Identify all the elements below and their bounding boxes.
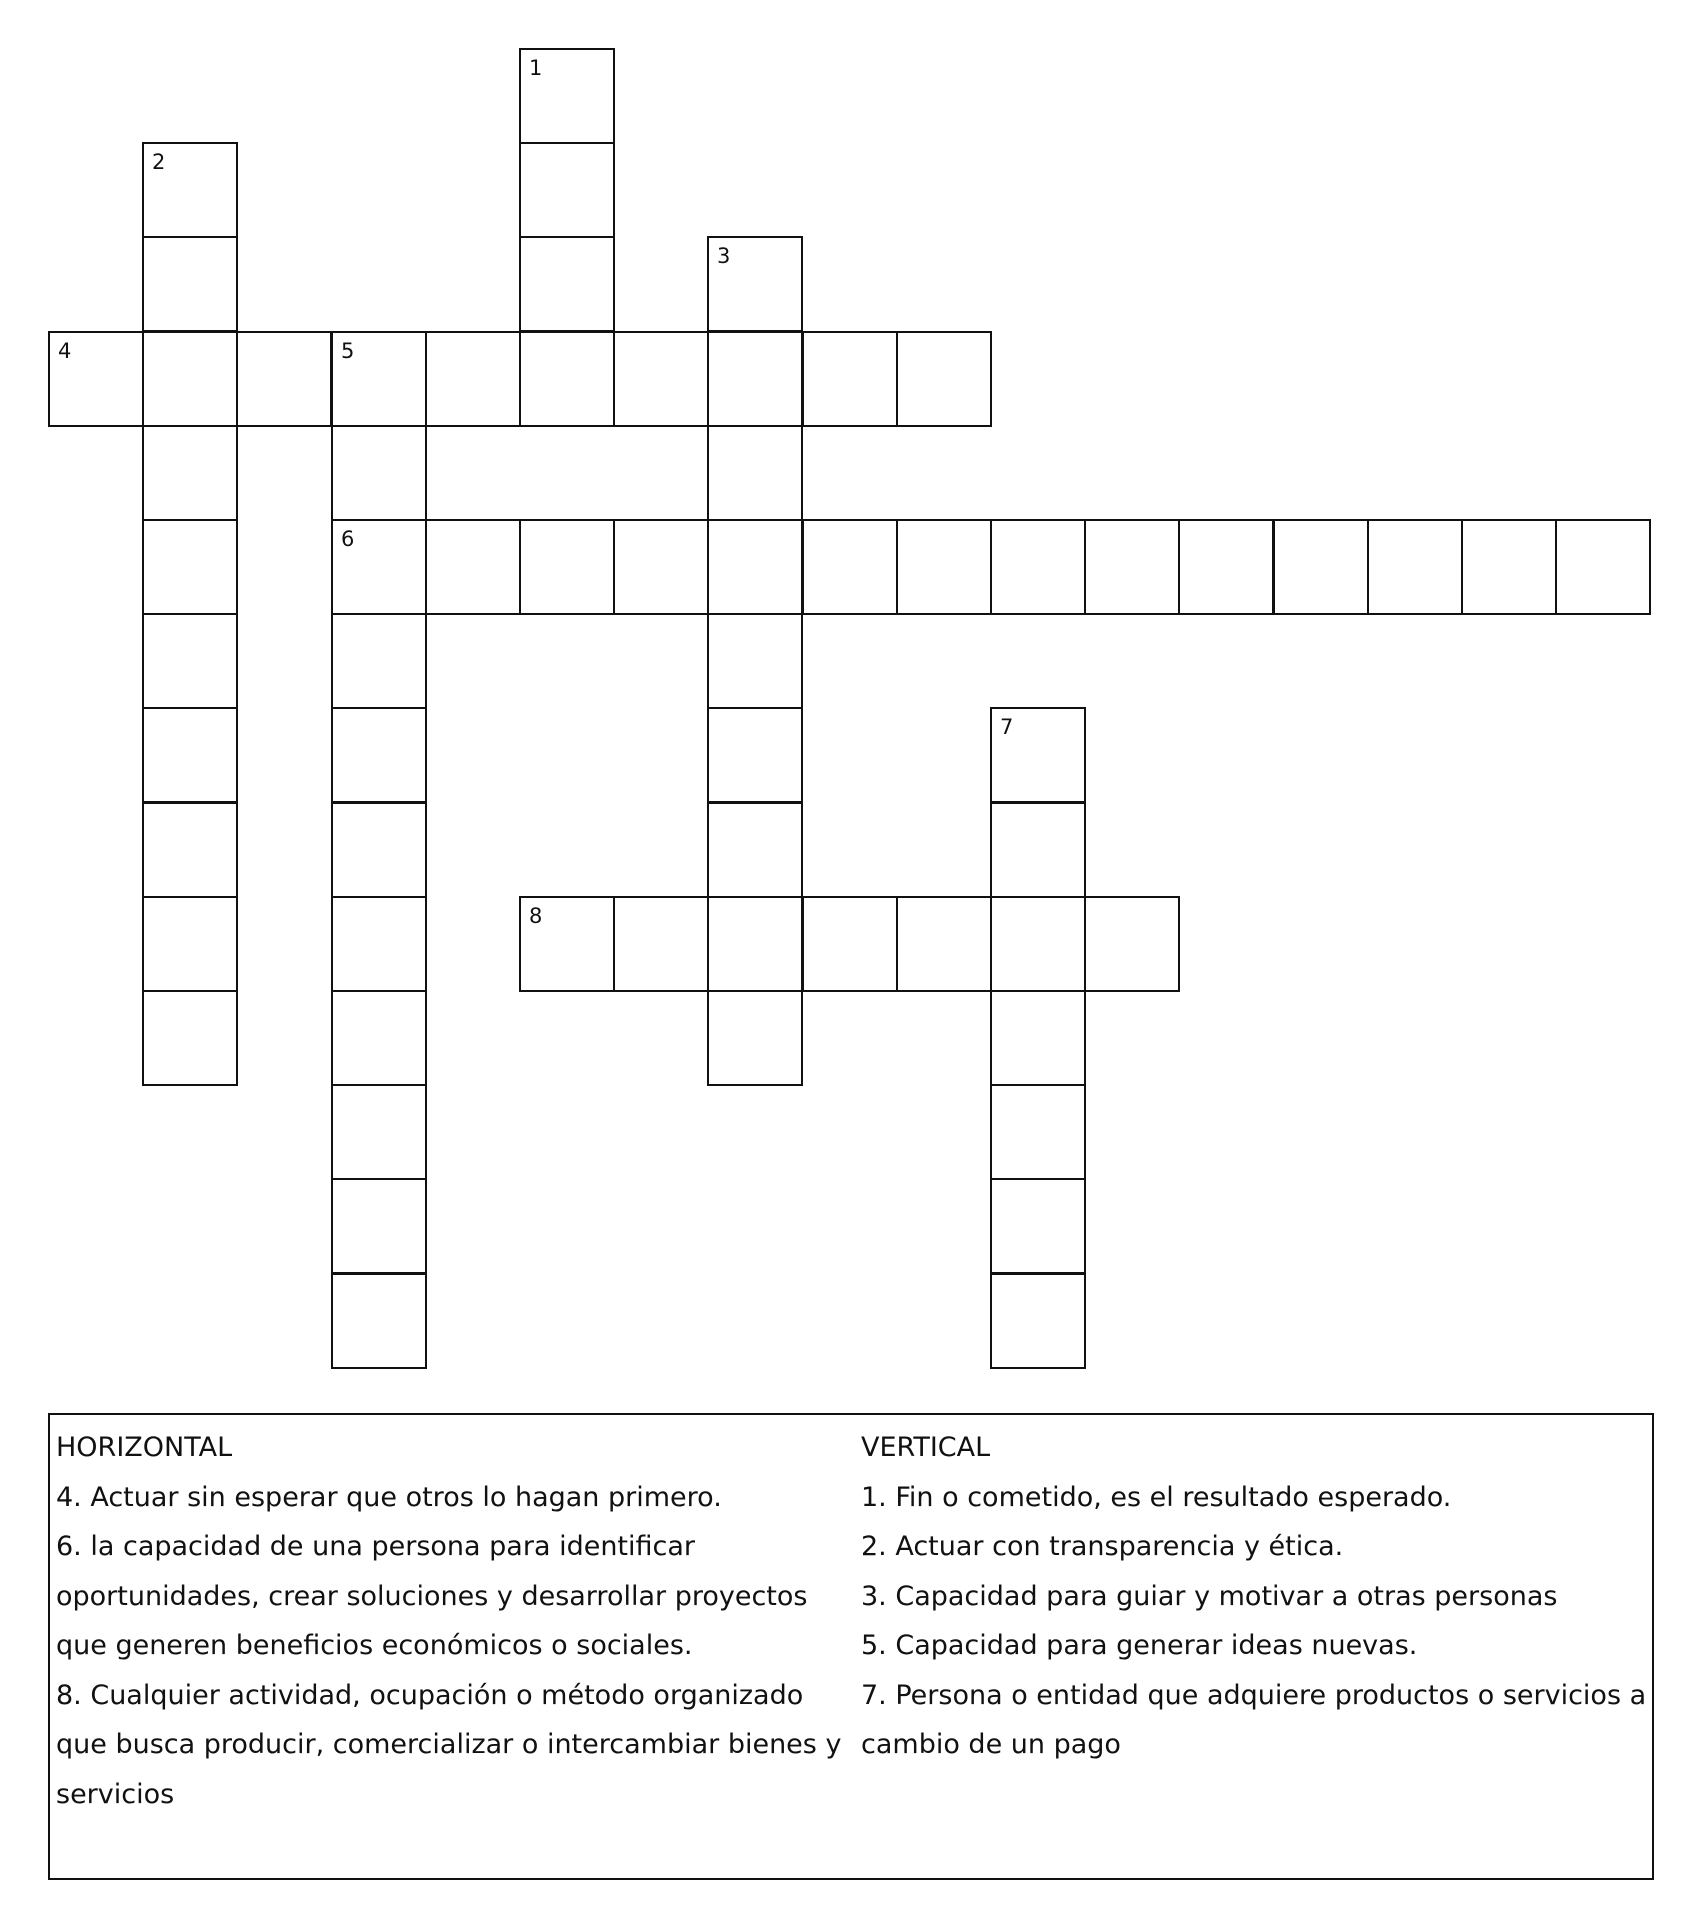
crossword-cell[interactable] (802, 519, 898, 615)
crossword-cell[interactable] (142, 425, 238, 521)
crossword-cell[interactable] (990, 990, 1086, 1086)
crossword-cell[interactable] (707, 519, 803, 615)
crossword-cell[interactable] (707, 425, 803, 521)
crossword-cell[interactable] (613, 519, 709, 615)
crossword-cell[interactable] (1178, 519, 1274, 615)
crossword-cell[interactable] (990, 802, 1086, 898)
crossword-cell[interactable] (707, 236, 803, 332)
crossword-cell[interactable] (519, 48, 615, 144)
crossword-cell[interactable] (331, 990, 427, 1086)
crossword-cell[interactable] (519, 896, 615, 992)
crossword-cell[interactable] (331, 802, 427, 898)
crossword-cell[interactable] (707, 990, 803, 1086)
crossword-cell[interactable] (519, 331, 615, 427)
clue-text-line: cambio de un pago (861, 1729, 1121, 1760)
crossword-cell[interactable] (142, 990, 238, 1086)
clue-text-line: 7. Persona o entidad que adquiere productos o servicios a (861, 1679, 1647, 1711)
clue-text-line: 8. Cualquier actividad, ocupación o método organizado (56, 1679, 804, 1711)
horizontal-clues-title: HORIZONTAL (56, 1432, 233, 1463)
crossword-cell[interactable] (331, 613, 427, 709)
crossword-cell[interactable] (142, 519, 238, 615)
crossword-cell[interactable] (331, 425, 427, 521)
crossword-cell[interactable] (519, 519, 615, 615)
crossword-cell[interactable] (802, 331, 898, 427)
crossword-cell[interactable] (990, 519, 1086, 615)
crossword-cell[interactable] (331, 331, 427, 427)
crossword-cell[interactable] (896, 331, 992, 427)
crossword-cell[interactable] (990, 1084, 1086, 1180)
crossword-cell[interactable] (142, 707, 238, 803)
crossword-cell[interactable] (236, 331, 332, 427)
clue-number: 6 (341, 527, 355, 551)
clue-text-line: que generen beneficios económicos o sociales. (56, 1630, 693, 1661)
crossword-cell[interactable] (1273, 519, 1369, 615)
crossword-cell[interactable] (425, 331, 521, 427)
clue-text-line: que busca producir, comercializar o intercambiar bienes y (56, 1729, 842, 1760)
crossword-cell[interactable] (896, 896, 992, 992)
clue-text-line: 3. Capacidad para guiar y motivar a otras personas (861, 1580, 1558, 1612)
crossword-cell[interactable] (142, 142, 238, 238)
crossword-cell[interactable] (707, 707, 803, 803)
crossword-cell[interactable] (331, 896, 427, 992)
crossword-cell[interactable] (519, 142, 615, 238)
crossword-cell[interactable] (990, 896, 1086, 992)
crossword-cell[interactable] (990, 707, 1086, 803)
clue-text-line: oportunidades, crear soluciones y desarrollar proyectos (56, 1580, 808, 1612)
crossword-cell[interactable] (142, 236, 238, 332)
clue-number: 2 (152, 150, 166, 174)
crossword-cell[interactable] (331, 519, 427, 615)
crossword-cell[interactable] (707, 613, 803, 709)
crossword-cell[interactable] (802, 896, 898, 992)
clue-number: 5 (341, 339, 355, 363)
clue-text-line: 5. Capacidad para generar ideas nuevas. (861, 1630, 1418, 1661)
clue-text-line: 4. Actuar sin esperar que otros lo hagan primero. (56, 1481, 722, 1513)
clue-number: 1 (529, 56, 543, 80)
crossword-cell[interactable] (48, 331, 144, 427)
crossword-cell[interactable] (707, 802, 803, 898)
crossword-cell[interactable] (1084, 896, 1180, 992)
crossword-cell[interactable] (896, 519, 992, 615)
crossword-cell[interactable] (331, 1084, 427, 1180)
crossword-cell[interactable] (331, 1273, 427, 1369)
clue-text-line: servicios (56, 1778, 175, 1810)
crossword-cell[interactable] (1461, 519, 1557, 615)
vertical-clues-title: VERTICAL (861, 1432, 991, 1463)
crossword-cell[interactable] (1555, 519, 1651, 615)
crossword-cell[interactable] (331, 707, 427, 803)
clues-box (48, 1413, 1654, 1880)
clue-number: 4 (58, 339, 72, 363)
crossword-cell[interactable] (1084, 519, 1180, 615)
crossword-cell[interactable] (142, 802, 238, 898)
crossword-cell[interactable] (425, 519, 521, 615)
crossword-cell[interactable] (142, 896, 238, 992)
clue-text-line: 1. Fin o cometido, es el resultado esperado. (861, 1481, 1452, 1513)
crossword-cell[interactable] (1367, 519, 1463, 615)
vertical-clues (861, 1423, 1651, 1770)
clue-text-line: 6. la capacidad de una persona para identificar (56, 1531, 696, 1562)
crossword-cell[interactable] (990, 1178, 1086, 1274)
clue-number: 7 (1000, 715, 1014, 739)
crossword-cell[interactable] (613, 896, 709, 992)
clue-number: 3 (717, 244, 731, 268)
crossword-cell[interactable] (990, 1273, 1086, 1369)
crossword-cell[interactable] (707, 896, 803, 992)
crossword-cell[interactable] (142, 331, 238, 427)
crossword-cell[interactable] (142, 613, 238, 709)
clue-text-line: 2. Actuar con transparencia y ética. (861, 1531, 1344, 1562)
crossword-cell[interactable] (613, 331, 709, 427)
clue-number: 8 (529, 904, 543, 928)
crossword-cell[interactable] (331, 1178, 427, 1274)
crossword-cell[interactable] (519, 236, 615, 332)
crossword-cell[interactable] (707, 331, 803, 427)
horizontal-clues (56, 1423, 856, 1819)
